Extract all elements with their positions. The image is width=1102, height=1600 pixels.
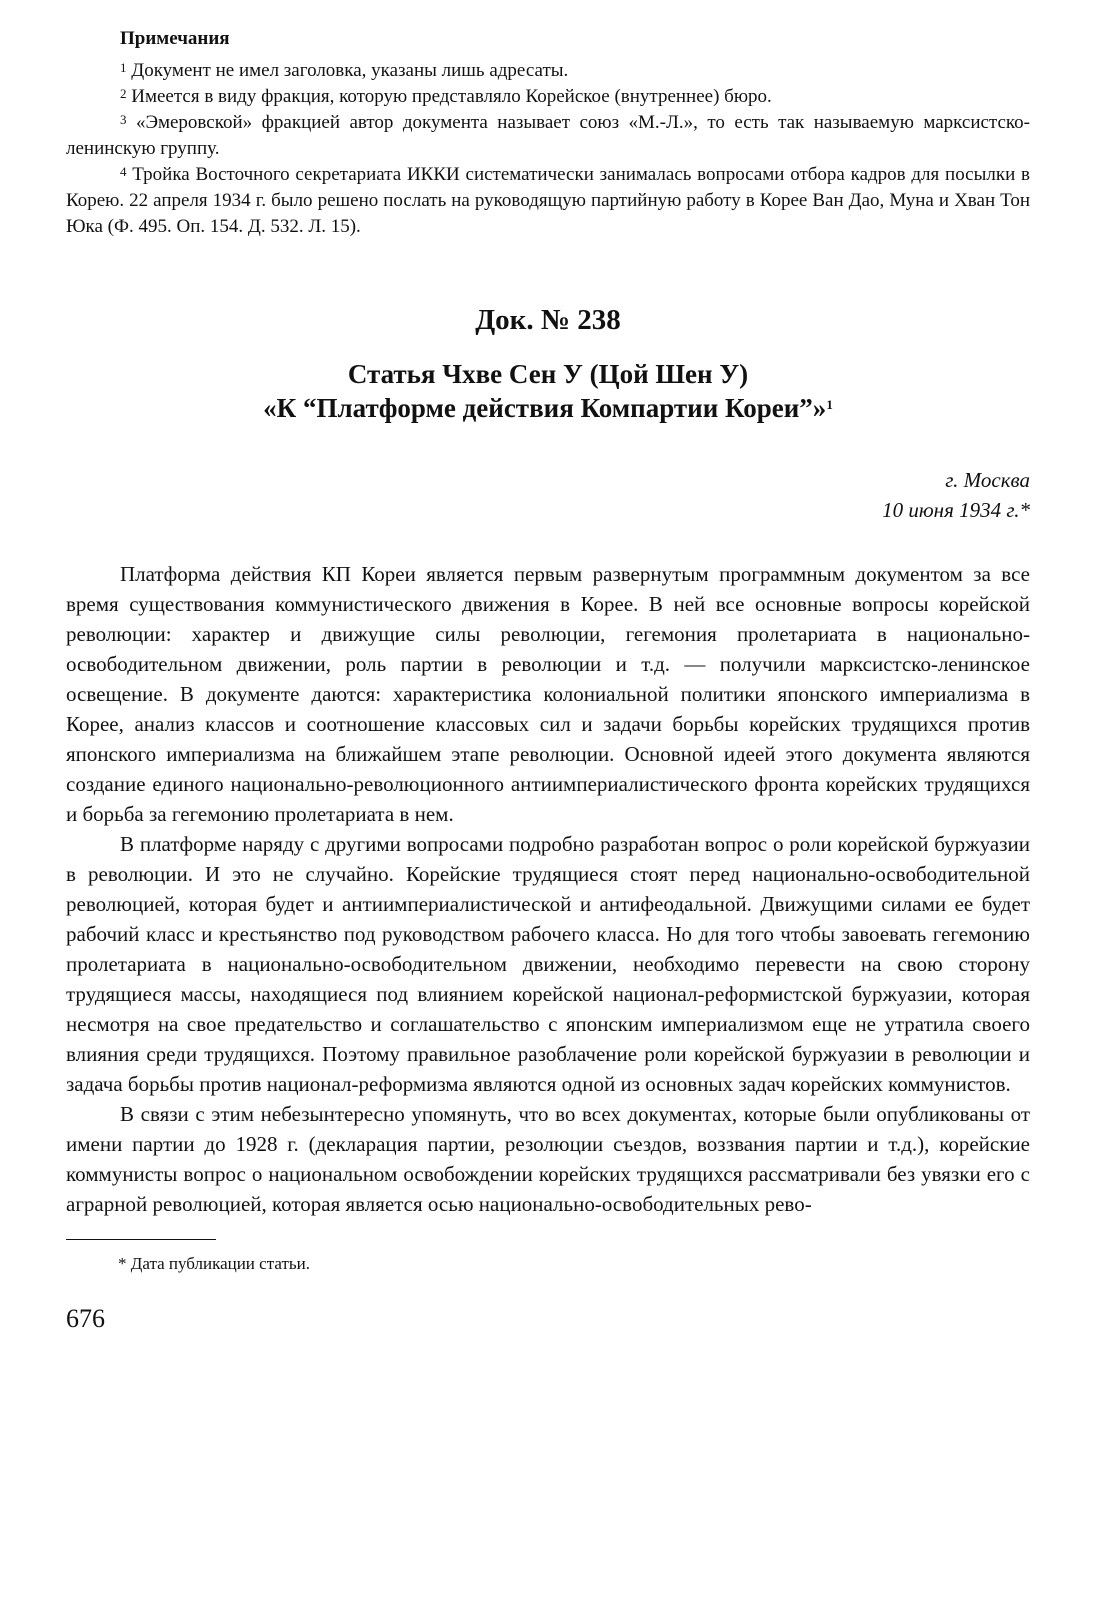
document-date: 10 июня 1934 г.* <box>882 498 1030 522</box>
note-3 <box>66 110 1030 162</box>
note-number: 3 <box>120 112 127 127</box>
document-page <box>66 28 1030 1334</box>
body-paragraph-1: Платформа действия КП Кореи является первым развернутым программным документом за все время существования коммунистического движения в Корее. В ней все основные вопросы корейской революции: характер и движущие силы революции, гегемония пролетариата в национально-освободительном движении, роль партии в революции и т.д. — получили марксистско-ленинское освещение. В документе даются: характеристика колониальной политики японского империализма в Корее, анализ классов и соотношение классовых сил и задачи борьбы корейских трудящихся против японского империализма на ближайшем этапе революции. Основной идеей этого документа являются создание единого национально-революционного антиимпериалистического фронта корейских трудящихся и борьба за гегемонию пролетариата в нем. <box>66 562 1030 826</box>
title-footnote-marker: 1 <box>826 397 833 412</box>
document-title-text: «К “Платформе действия Компартии Кореи”» <box>263 393 827 423</box>
document-number: Док. № 238 <box>475 304 621 336</box>
document-title-line-1: Статья Чхве Сен У (Цой Шен У) <box>347 359 749 389</box>
page-footnote: * Дата публикации статьи. <box>118 1254 310 1273</box>
note-1 <box>66 58 1030 84</box>
place-date <box>66 465 1030 525</box>
note-4 <box>66 162 1030 240</box>
note-text: Имеется в виду фракция, которую представляло Корейское (внутреннее) бюро. <box>131 86 772 107</box>
page-number: 676 <box>66 1304 105 1333</box>
footnote-divider <box>66 1239 216 1240</box>
notes-heading: Примечания <box>120 28 230 49</box>
body-paragraph-3: В связи с этим небезынтересно упомянуть, что во всех документах, которые были опубликованы от имени партии до 1928 г. (декларация партии, резолюции съездов, воззвания партии и т.д.), корейские коммунисты вопрос о национальном освобождении корейских трудящихся рассматривали без увязки его с аграрной революцией, которая является осью национально-освободительных рево- <box>66 1102 1030 1216</box>
document-title-line-2 <box>66 391 1030 425</box>
note-text: «Эмеровской» фракцией автор документа называет союз «М.-Л.», то есть так называемую марксистско-ленинскую группу. <box>66 112 1030 159</box>
note-number: 4 <box>120 164 127 179</box>
body-paragraph-2: В платформе наряду с другими вопросами подробно разработан вопрос о роли корейской буржуазии в революции. И это не случайно. Корейские трудящиеся стоят перед национально-освободительной революцией, которая будет и антиимпериалистической и антифеодальной. Движущими силами ее будет рабочий класс и крестьянство под руководством рабочего класса. Но для того чтобы завоевать гегемонию пролетариата в национально-освободительном движении, необходимо перевести на свою сторону трудящиеся массы, находящиеся под влиянием корейской национал-реформистской буржуазии, которая несмотря на свое предательство и соглашательство с японским империализмом еще не утратила своего влияния среди трудящихся. Поэтому правильное разоблачение роли корейской буржуазии в революции и задача борьбы против национал-реформизма являются одной из основных задач корейских коммунистов. <box>66 832 1030 1096</box>
note-text: Тройка Восточного секретариата ИККИ систематически занималась вопросами отбора кадров для посылки в Корею. 22 апреля 1934 г. было решено послать на руководящую партийную работу в Корее Ван Дао, Муна и Хван Тон Юка (Ф. 495. Оп. 154. Д. 532. Л. 15). <box>66 164 1030 237</box>
note-text: Документ не имел заголовка, указаны лишь адресаты. <box>131 60 569 81</box>
note-2 <box>66 84 1030 110</box>
note-number: 2 <box>120 86 127 101</box>
document-place: г. Москва <box>945 468 1030 492</box>
note-number: 1 <box>120 60 127 75</box>
